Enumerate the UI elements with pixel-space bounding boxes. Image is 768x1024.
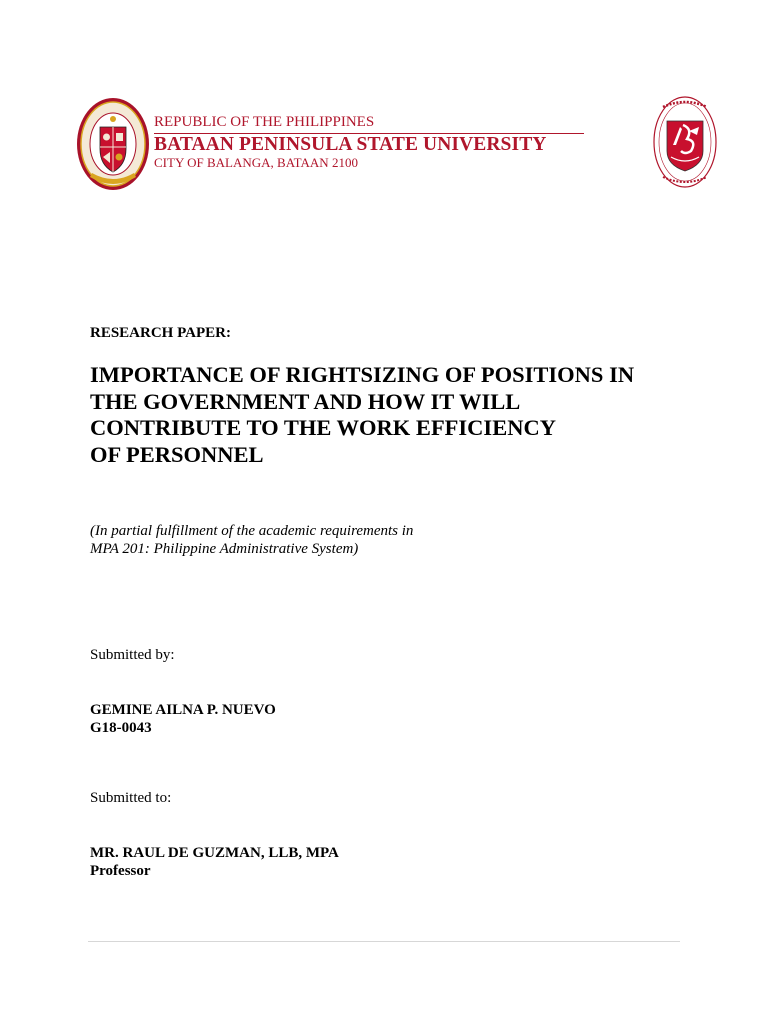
college-seal-icon	[653, 95, 717, 189]
paper-title-line: THE GOVERNMENT AND HOW IT WILL	[90, 388, 521, 414]
paper-title-line: IMPORTANCE OF RIGHTSIZING OF POSITIONS IN	[90, 362, 635, 387]
paper-title	[90, 362, 690, 468]
professor-name: MR. RAUL DE GUZMAN, LLB, MPA	[90, 845, 339, 861]
submitted-to-label: Submitted to:	[90, 790, 172, 806]
author-block	[90, 701, 276, 737]
letterhead-university-name: BATAAN PENINSULA STATE UNIVERSITY	[154, 134, 547, 155]
letterhead-republic: REPUBLIC OF THE PHILIPPINES	[154, 114, 375, 130]
professor-title: Professor	[90, 863, 151, 879]
author-name: GEMINE AILNA P. NUEVO	[90, 702, 276, 718]
letterhead-address: CITY OF BALANGA, BATAAN 2100	[154, 155, 358, 170]
fulfillment-line: MPA 201: Philippine Administrative System)	[90, 541, 359, 557]
submitted-by-label: Submitted by:	[90, 647, 175, 663]
page-footer-divider	[88, 941, 680, 942]
author-student-id: G18-0043	[90, 720, 152, 736]
university-seal-icon	[76, 97, 150, 191]
paper-title-line: OF PERSONNEL	[90, 441, 264, 467]
paper-title-line: CONTRIBUTE TO THE WORK EFFICIENCY	[90, 415, 556, 440]
fulfillment-note	[90, 522, 413, 558]
professor-block	[90, 844, 339, 880]
paper-type-label: RESEARCH PAPER:	[90, 325, 231, 341]
fulfillment-line: (In partial fulfillment of the academic requirements in	[90, 523, 414, 539]
